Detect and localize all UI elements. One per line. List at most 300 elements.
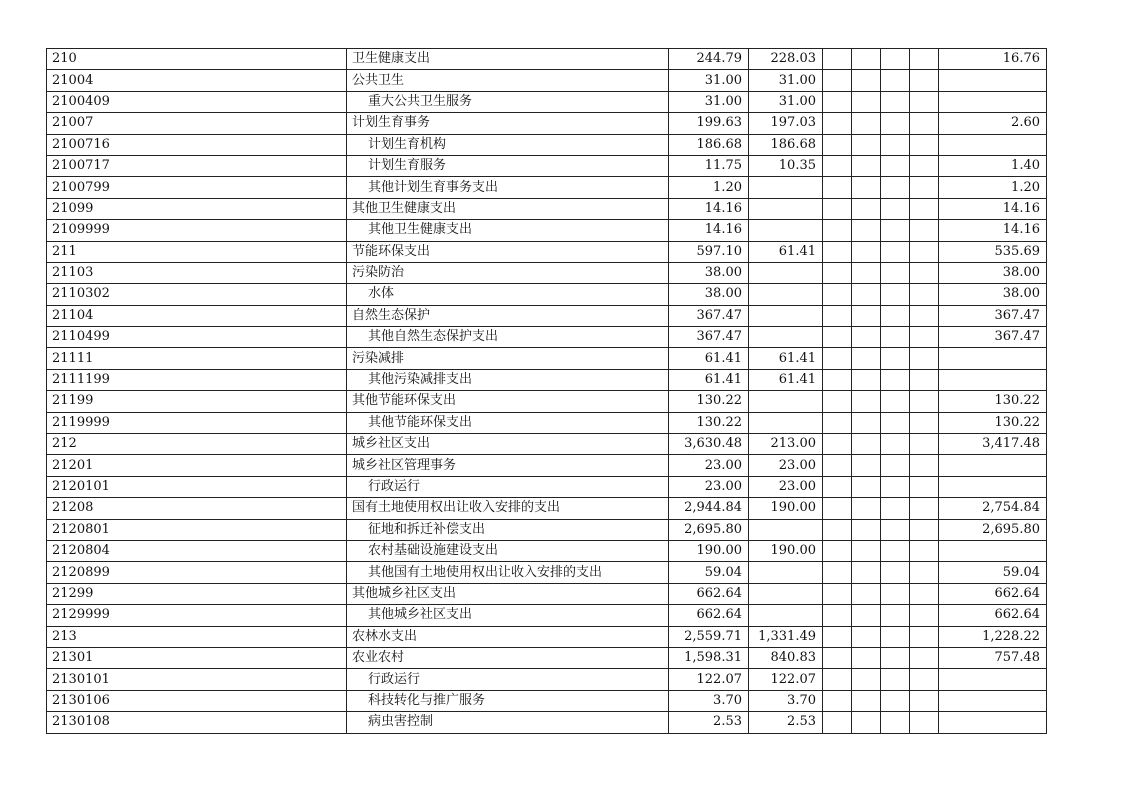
empty-cell: [881, 690, 910, 711]
table-row: [47, 113, 1047, 134]
empty-cell: [852, 91, 881, 112]
project-expenditure-cell: 1,228.22: [939, 626, 1047, 647]
subject-name-cell: 城乡社区管理事务: [347, 455, 669, 476]
subject-name-cell: 行政运行: [347, 669, 669, 690]
subject-code-cell: 21099: [47, 198, 347, 219]
project-expenditure-cell: [939, 712, 1047, 733]
total-amount-cell: 1.20: [669, 177, 749, 198]
empty-cell: [910, 113, 939, 134]
empty-cell: [852, 155, 881, 176]
total-amount-cell: 59.04: [669, 562, 749, 583]
project-expenditure-cell: 662.64: [939, 605, 1047, 626]
empty-cell: [881, 177, 910, 198]
subject-code-cell: 2120804: [47, 540, 347, 561]
table-row: [47, 91, 1047, 112]
empty-cell: [823, 91, 852, 112]
subject-name-cell: 行政运行: [347, 476, 669, 497]
basic-expenditure-cell: 61.41: [749, 241, 823, 262]
table-row: [47, 626, 1047, 647]
subject-code-cell: 2100717: [47, 155, 347, 176]
table-row: [47, 134, 1047, 155]
subject-code-cell: 21007: [47, 113, 347, 134]
basic-expenditure-cell: 197.03: [749, 113, 823, 134]
basic-expenditure-cell: [749, 412, 823, 433]
empty-cell: [881, 647, 910, 668]
subject-name-cell: 其他城乡社区支出: [347, 583, 669, 604]
empty-cell: [881, 412, 910, 433]
empty-cell: [881, 434, 910, 455]
project-expenditure-cell: 367.47: [939, 305, 1047, 326]
subject-name-cell: 其他卫生健康支出: [347, 198, 669, 219]
table-row: [47, 327, 1047, 348]
subject-name-cell: 其他国有土地使用权出让收入安排的支出: [347, 562, 669, 583]
subject-code-cell: 21301: [47, 647, 347, 668]
empty-cell: [881, 91, 910, 112]
subject-name-cell: 污染防治: [347, 262, 669, 283]
project-expenditure-cell: [939, 455, 1047, 476]
project-expenditure-cell: [939, 476, 1047, 497]
table-row: [47, 391, 1047, 412]
subject-name-cell: 其他节能环保支出: [347, 391, 669, 412]
subject-code-cell: 21199: [47, 391, 347, 412]
empty-cell: [881, 241, 910, 262]
subject-name-cell: 自然生态保护: [347, 305, 669, 326]
subject-name-cell: 计划生育事务: [347, 113, 669, 134]
empty-cell: [823, 220, 852, 241]
subject-code-cell: 21004: [47, 70, 347, 91]
total-amount-cell: 122.07: [669, 669, 749, 690]
basic-expenditure-cell: 10.35: [749, 155, 823, 176]
total-amount-cell: 14.16: [669, 220, 749, 241]
table-row: [47, 498, 1047, 519]
empty-cell: [852, 305, 881, 326]
empty-cell: [823, 626, 852, 647]
subject-name-cell: 其他自然生态保护支出: [347, 327, 669, 348]
table-row: [47, 583, 1047, 604]
empty-cell: [823, 177, 852, 198]
table-row: [47, 49, 1047, 70]
table-row: [47, 434, 1047, 455]
empty-cell: [881, 540, 910, 561]
subject-code-cell: 2100716: [47, 134, 347, 155]
subject-code-cell: 2120801: [47, 519, 347, 540]
empty-cell: [910, 476, 939, 497]
basic-expenditure-cell: 31.00: [749, 91, 823, 112]
basic-expenditure-cell: [749, 583, 823, 604]
empty-cell: [852, 177, 881, 198]
project-expenditure-cell: 535.69: [939, 241, 1047, 262]
basic-expenditure-cell: 3.70: [749, 690, 823, 711]
project-expenditure-cell: 3,417.48: [939, 434, 1047, 455]
empty-cell: [823, 540, 852, 561]
empty-cell: [881, 455, 910, 476]
total-amount-cell: 2,695.80: [669, 519, 749, 540]
subject-name-cell: 其他卫生健康支出: [347, 220, 669, 241]
empty-cell: [910, 262, 939, 283]
empty-cell: [910, 712, 939, 733]
total-amount-cell: 186.68: [669, 134, 749, 155]
table-row: [47, 476, 1047, 497]
total-amount-cell: 23.00: [669, 476, 749, 497]
empty-cell: [881, 583, 910, 604]
empty-cell: [823, 690, 852, 711]
total-amount-cell: 3,630.48: [669, 434, 749, 455]
basic-expenditure-cell: 1,331.49: [749, 626, 823, 647]
project-expenditure-cell: [939, 70, 1047, 91]
basic-expenditure-cell: 228.03: [749, 49, 823, 70]
empty-cell: [823, 647, 852, 668]
basic-expenditure-cell: [749, 177, 823, 198]
subject-name-cell: 征地和拆迁补偿支出: [347, 519, 669, 540]
empty-cell: [881, 284, 910, 305]
total-amount-cell: 662.64: [669, 605, 749, 626]
project-expenditure-cell: 130.22: [939, 412, 1047, 433]
total-amount-cell: 61.41: [669, 348, 749, 369]
total-amount-cell: 2,559.71: [669, 626, 749, 647]
subject-code-cell: 21299: [47, 583, 347, 604]
empty-cell: [910, 605, 939, 626]
empty-cell: [852, 327, 881, 348]
empty-cell: [910, 241, 939, 262]
empty-cell: [910, 412, 939, 433]
subject-name-cell: 科技转化与推广服务: [347, 690, 669, 711]
total-amount-cell: 130.22: [669, 412, 749, 433]
subject-code-cell: 2130108: [47, 712, 347, 733]
empty-cell: [910, 327, 939, 348]
empty-cell: [823, 562, 852, 583]
project-expenditure-cell: 130.22: [939, 391, 1047, 412]
empty-cell: [852, 49, 881, 70]
empty-cell: [910, 690, 939, 711]
total-amount-cell: 38.00: [669, 262, 749, 283]
subject-name-cell: 其他城乡社区支出: [347, 605, 669, 626]
table-row: [47, 690, 1047, 711]
project-expenditure-cell: 757.48: [939, 647, 1047, 668]
subject-code-cell: 2100799: [47, 177, 347, 198]
total-amount-cell: 662.64: [669, 583, 749, 604]
table-row: [47, 70, 1047, 91]
subject-name-cell: 其他计划生育事务支出: [347, 177, 669, 198]
basic-expenditure-cell: 190.00: [749, 498, 823, 519]
empty-cell: [852, 284, 881, 305]
empty-cell: [910, 498, 939, 519]
project-expenditure-cell: [939, 348, 1047, 369]
total-amount-cell: 367.47: [669, 327, 749, 348]
basic-expenditure-cell: 190.00: [749, 540, 823, 561]
empty-cell: [823, 712, 852, 733]
basic-expenditure-cell: [749, 519, 823, 540]
empty-cell: [852, 134, 881, 155]
table-body: [47, 49, 1047, 734]
project-expenditure-cell: [939, 669, 1047, 690]
empty-cell: [881, 498, 910, 519]
total-amount-cell: 31.00: [669, 91, 749, 112]
empty-cell: [910, 669, 939, 690]
empty-cell: [823, 498, 852, 519]
basic-expenditure-cell: 23.00: [749, 455, 823, 476]
empty-cell: [881, 712, 910, 733]
project-expenditure-cell: 2,754.84: [939, 498, 1047, 519]
empty-cell: [881, 519, 910, 540]
empty-cell: [910, 49, 939, 70]
subject-code-cell: 2119999: [47, 412, 347, 433]
empty-cell: [823, 198, 852, 219]
total-amount-cell: 3.70: [669, 690, 749, 711]
subject-name-cell: 其他污染减排支出: [347, 369, 669, 390]
subject-name-cell: 农业农村: [347, 647, 669, 668]
basic-expenditure-cell: [749, 562, 823, 583]
total-amount-cell: 14.16: [669, 198, 749, 219]
empty-cell: [881, 369, 910, 390]
basic-expenditure-cell: 122.07: [749, 669, 823, 690]
subject-name-cell: 农林水支出: [347, 626, 669, 647]
table-row: [47, 177, 1047, 198]
empty-cell: [823, 262, 852, 283]
table-row: [47, 198, 1047, 219]
basic-expenditure-cell: [749, 262, 823, 283]
empty-cell: [823, 669, 852, 690]
subject-code-cell: 2129999: [47, 605, 347, 626]
empty-cell: [823, 327, 852, 348]
subject-code-cell: 211: [47, 241, 347, 262]
empty-cell: [852, 113, 881, 134]
empty-cell: [881, 476, 910, 497]
subject-code-cell: 2130106: [47, 690, 347, 711]
total-amount-cell: 2.53: [669, 712, 749, 733]
subject-name-cell: 国有土地使用权出让收入安排的支出: [347, 498, 669, 519]
empty-cell: [823, 348, 852, 369]
empty-cell: [910, 434, 939, 455]
subject-code-cell: 2120899: [47, 562, 347, 583]
empty-cell: [852, 562, 881, 583]
basic-expenditure-cell: [749, 198, 823, 219]
empty-cell: [910, 220, 939, 241]
empty-cell: [881, 113, 910, 134]
empty-cell: [852, 434, 881, 455]
empty-cell: [852, 369, 881, 390]
subject-name-cell: 公共卫生: [347, 70, 669, 91]
subject-code-cell: 2111199: [47, 369, 347, 390]
empty-cell: [852, 626, 881, 647]
empty-cell: [881, 327, 910, 348]
total-amount-cell: 244.79: [669, 49, 749, 70]
empty-cell: [852, 669, 881, 690]
subject-code-cell: 2109999: [47, 220, 347, 241]
empty-cell: [910, 455, 939, 476]
subject-name-cell: 水体: [347, 284, 669, 305]
project-expenditure-cell: 38.00: [939, 262, 1047, 283]
empty-cell: [881, 605, 910, 626]
empty-cell: [852, 241, 881, 262]
basic-expenditure-cell: [749, 220, 823, 241]
table-row: [47, 712, 1047, 733]
project-expenditure-cell: 59.04: [939, 562, 1047, 583]
subject-code-cell: 2130101: [47, 669, 347, 690]
table-row: [47, 540, 1047, 561]
empty-cell: [852, 712, 881, 733]
basic-expenditure-cell: [749, 305, 823, 326]
empty-cell: [910, 626, 939, 647]
empty-cell: [852, 690, 881, 711]
subject-code-cell: 2120101: [47, 476, 347, 497]
table-row: [47, 262, 1047, 283]
total-amount-cell: 597.10: [669, 241, 749, 262]
empty-cell: [852, 348, 881, 369]
project-expenditure-cell: 2.60: [939, 113, 1047, 134]
basic-expenditure-cell: [749, 391, 823, 412]
empty-cell: [881, 305, 910, 326]
empty-cell: [852, 220, 881, 241]
empty-cell: [910, 519, 939, 540]
project-expenditure-cell: [939, 369, 1047, 390]
table-row: [47, 669, 1047, 690]
empty-cell: [910, 284, 939, 305]
subject-name-cell: 节能环保支出: [347, 241, 669, 262]
basic-expenditure-cell: [749, 327, 823, 348]
total-amount-cell: 130.22: [669, 391, 749, 412]
empty-cell: [881, 262, 910, 283]
empty-cell: [910, 305, 939, 326]
empty-cell: [910, 155, 939, 176]
empty-cell: [852, 519, 881, 540]
empty-cell: [910, 583, 939, 604]
basic-expenditure-cell: [749, 284, 823, 305]
empty-cell: [823, 583, 852, 604]
empty-cell: [881, 220, 910, 241]
empty-cell: [852, 605, 881, 626]
basic-expenditure-cell: [749, 605, 823, 626]
empty-cell: [910, 91, 939, 112]
empty-cell: [881, 49, 910, 70]
empty-cell: [823, 455, 852, 476]
subject-name-cell: 其他节能环保支出: [347, 412, 669, 433]
empty-cell: [910, 70, 939, 91]
empty-cell: [910, 134, 939, 155]
subject-name-cell: 污染减排: [347, 348, 669, 369]
total-amount-cell: 11.75: [669, 155, 749, 176]
empty-cell: [910, 348, 939, 369]
empty-cell: [881, 562, 910, 583]
basic-expenditure-cell: 213.00: [749, 434, 823, 455]
empty-cell: [823, 476, 852, 497]
basic-expenditure-cell: 61.41: [749, 369, 823, 390]
empty-cell: [910, 369, 939, 390]
project-expenditure-cell: [939, 134, 1047, 155]
empty-cell: [852, 412, 881, 433]
empty-cell: [823, 519, 852, 540]
project-expenditure-cell: 38.00: [939, 284, 1047, 305]
subject-code-cell: 210: [47, 49, 347, 70]
subject-code-cell: 21104: [47, 305, 347, 326]
subject-code-cell: 213: [47, 626, 347, 647]
empty-cell: [852, 583, 881, 604]
empty-cell: [881, 155, 910, 176]
project-expenditure-cell: 14.16: [939, 220, 1047, 241]
basic-expenditure-cell: 840.83: [749, 647, 823, 668]
empty-cell: [910, 391, 939, 412]
empty-cell: [881, 626, 910, 647]
project-expenditure-cell: 1.40: [939, 155, 1047, 176]
subject-code-cell: 2110499: [47, 327, 347, 348]
empty-cell: [852, 198, 881, 219]
basic-expenditure-cell: 23.00: [749, 476, 823, 497]
empty-cell: [852, 455, 881, 476]
project-expenditure-cell: [939, 690, 1047, 711]
table-row: [47, 455, 1047, 476]
subject-name-cell: 卫生健康支出: [347, 49, 669, 70]
table-row: [47, 155, 1047, 176]
table-row: [47, 412, 1047, 433]
basic-expenditure-cell: 61.41: [749, 348, 823, 369]
empty-cell: [881, 669, 910, 690]
empty-cell: [823, 434, 852, 455]
empty-cell: [881, 70, 910, 91]
empty-cell: [881, 134, 910, 155]
subject-code-cell: 212: [47, 434, 347, 455]
empty-cell: [881, 391, 910, 412]
empty-cell: [823, 70, 852, 91]
total-amount-cell: 61.41: [669, 369, 749, 390]
budget-expenditure-table: [46, 48, 1047, 734]
empty-cell: [852, 262, 881, 283]
table-row: [47, 519, 1047, 540]
table-row: [47, 647, 1047, 668]
subject-name-cell: 城乡社区支出: [347, 434, 669, 455]
basic-expenditure-cell: 186.68: [749, 134, 823, 155]
table-row: [47, 369, 1047, 390]
project-expenditure-cell: 1.20: [939, 177, 1047, 198]
total-amount-cell: 38.00: [669, 284, 749, 305]
empty-cell: [910, 540, 939, 561]
subject-code-cell: 21208: [47, 498, 347, 519]
total-amount-cell: 190.00: [669, 540, 749, 561]
project-expenditure-cell: [939, 91, 1047, 112]
total-amount-cell: 2,944.84: [669, 498, 749, 519]
basic-expenditure-cell: 31.00: [749, 70, 823, 91]
empty-cell: [823, 391, 852, 412]
table-row: [47, 220, 1047, 241]
project-expenditure-cell: [939, 540, 1047, 561]
empty-cell: [881, 198, 910, 219]
subject-name-cell: 计划生育机构: [347, 134, 669, 155]
empty-cell: [852, 540, 881, 561]
empty-cell: [823, 155, 852, 176]
empty-cell: [823, 305, 852, 326]
subject-code-cell: 2100409: [47, 91, 347, 112]
table-row: [47, 562, 1047, 583]
total-amount-cell: 367.47: [669, 305, 749, 326]
empty-cell: [852, 647, 881, 668]
total-amount-cell: 31.00: [669, 70, 749, 91]
table-row: [47, 348, 1047, 369]
subject-name-cell: 病虫害控制: [347, 712, 669, 733]
empty-cell: [823, 134, 852, 155]
empty-cell: [823, 369, 852, 390]
empty-cell: [910, 177, 939, 198]
empty-cell: [852, 476, 881, 497]
project-expenditure-cell: 2,695.80: [939, 519, 1047, 540]
subject-code-cell: 21201: [47, 455, 347, 476]
empty-cell: [910, 198, 939, 219]
empty-cell: [881, 348, 910, 369]
empty-cell: [910, 562, 939, 583]
subject-code-cell: 21103: [47, 262, 347, 283]
empty-cell: [852, 498, 881, 519]
empty-cell: [910, 647, 939, 668]
empty-cell: [852, 391, 881, 412]
subject-name-cell: 农村基础设施建设支出: [347, 540, 669, 561]
basic-expenditure-cell: 2.53: [749, 712, 823, 733]
